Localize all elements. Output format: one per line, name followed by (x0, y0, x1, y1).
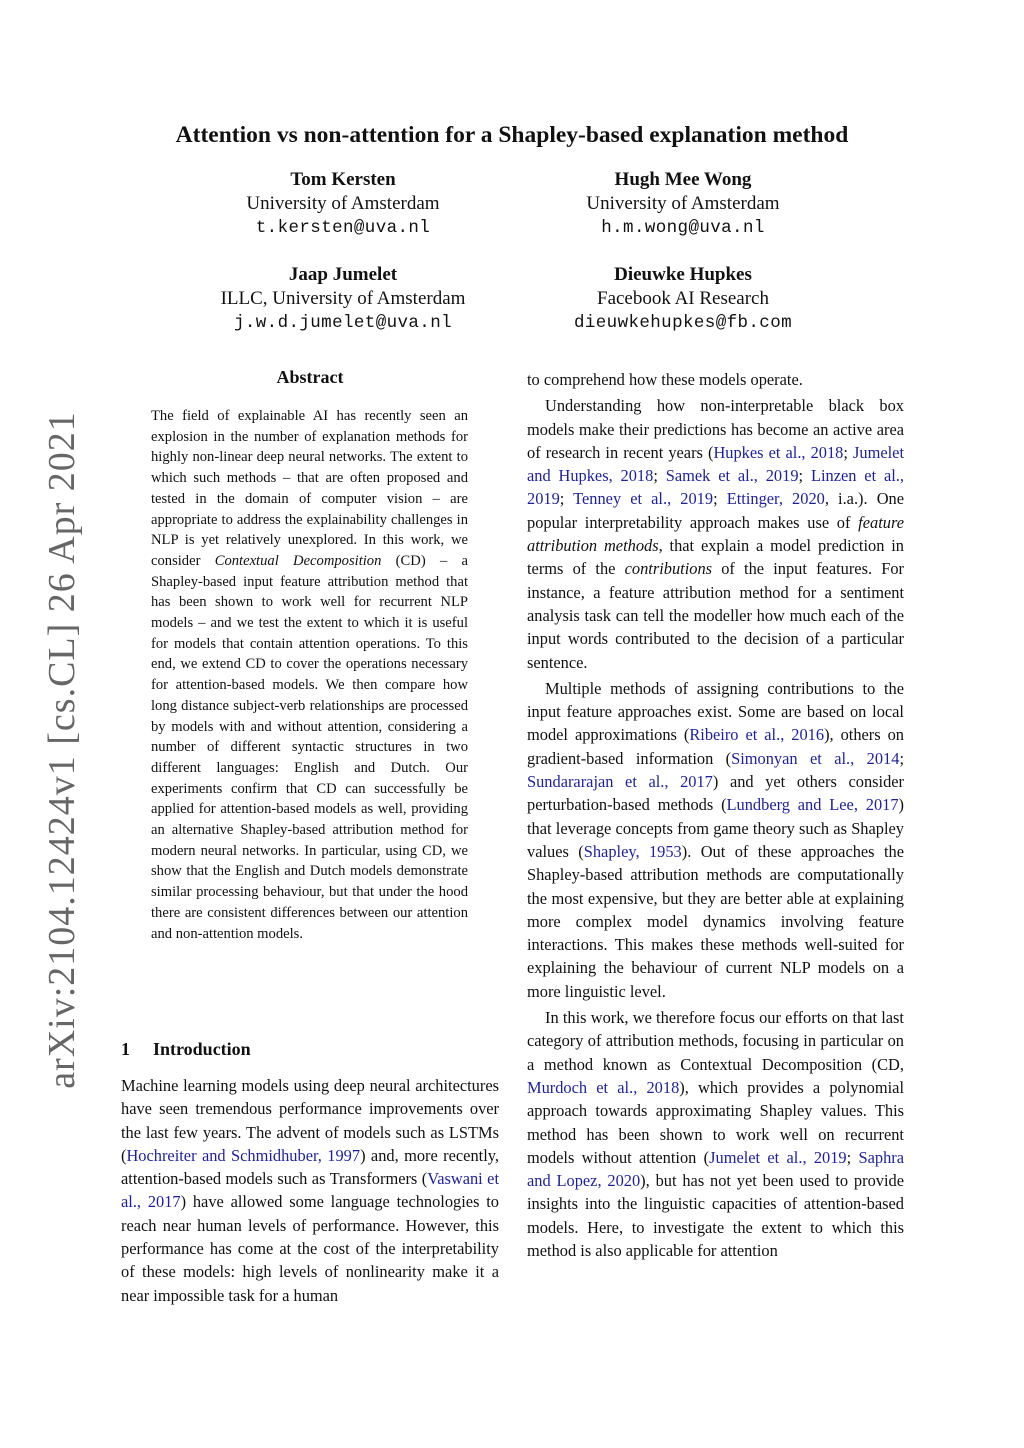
author-name: Tom Kersten (290, 169, 396, 190)
author-affiliation: ILLC, University of Amsterdam (220, 288, 466, 309)
citation-link[interactable]: Vaswani et al., 2017 (121, 1169, 499, 1212)
intro-paragraph (121, 1074, 499, 1307)
citation-link[interactable]: Samek et al., 2019 (665, 466, 799, 486)
author-block (503, 168, 863, 240)
citation-link[interactable]: Linzen et al., 2019 (527, 466, 904, 509)
abstract-body (151, 406, 468, 944)
body-text: , that explain a model prediction in terms of the (527, 536, 904, 579)
abstract-heading: Abstract (276, 367, 344, 387)
author-email[interactable]: j.w.d.jumelet@uva.nl (233, 313, 453, 333)
body-text: Multiple methods of assigning contributions to the input feature approaches exist. Some are based on local model approximations ( (527, 678, 904, 745)
body-text: In this work, we therefore focus our efforts on that last category of attribution methods, focusing in particular on a method known as Contextual Decomposition (CD, (527, 1008, 904, 1074)
citation-link[interactable]: Simonyan et al., 2014 (731, 748, 900, 768)
author-name: Hugh Mee Wong (614, 169, 752, 190)
author-affiliation: University of Amsterdam (246, 193, 440, 214)
paper-title: Attention vs non-attention for a Shapley-based explanation method (175, 122, 849, 148)
citation-link[interactable]: Sundararajan et al., 2017 (527, 772, 713, 792)
citation-link[interactable]: Ettinger, 2020 (726, 489, 825, 509)
body-text: ) and yet others consider perturbation-based methods ( (527, 772, 904, 815)
author-block (163, 263, 523, 335)
author-name: Dieuwke Hupkes (614, 264, 752, 285)
body-text: ), others on gradient-based information ( (527, 725, 905, 768)
separator: ; (653, 466, 666, 486)
citation-link[interactable]: Hupkes et al., 2018 (713, 442, 844, 462)
citation-link[interactable]: Lundberg and Lee, 2017 (726, 795, 899, 815)
separator: ; (899, 748, 904, 768)
body-text: ) have allowed some language technologies to reach near human levels of performance. However, this performance has come at the cost of the interpretability of these models: high levels of nonlinearity make it a near impossible task for a human (121, 1192, 500, 1305)
citation-link[interactable]: Jumelet and Hupkes, 2018 (527, 442, 904, 486)
author-email[interactable]: h.m.wong@uva.nl (601, 218, 765, 238)
paragraph (527, 1006, 904, 1262)
author-email[interactable]: t.kersten@uva.nl (255, 218, 431, 238)
citation-link[interactable]: Tenney et al., 2019 (573, 489, 714, 509)
section-number: 1 (121, 1039, 130, 1059)
body-text: Machine learning models using deep neural architectures have seen tremendous performance improvements over the last few years. The advent of models such as LSTMs ( (121, 1076, 499, 1165)
author-affiliation: University of Amsterdam (586, 193, 780, 214)
body-text: ). Out of these approaches the Shapley-based attribution methods are computationally the most expensive, but they are better able at explaining more complex model dynamics involving feature interactions. This makes these methods well-suited for explaining the behaviour of current NLP models on a more linguistic level. (527, 841, 904, 1001)
body-text: Understanding how non-interpretable black box models make their predictions has become an active area of research in recent years ( (527, 396, 904, 462)
section-title: Introduction (153, 1039, 251, 1059)
author-affiliation: Facebook AI Research (597, 288, 769, 309)
citation-link[interactable]: Shapley, 1953 (583, 841, 682, 861)
citation-link[interactable]: Hochreiter and Schmidhuber, 1997 (126, 1145, 361, 1165)
section-heading (121, 1039, 251, 1060)
author-name: Jaap Jumelet (288, 264, 398, 285)
body-text: ), but has not yet been used to provide insights into the linguistic capacities of attention-based models. Here, to investigate the extent to which this method is also applicable for attention (527, 1171, 904, 1260)
abstract-text: (CD) – a Shapley-based input feature attribution method that has been shown to work well for recurrent NLP models – and we test the extent to which it is useful for models that contain attention operations. To this end, we extend CD to cover the operations necessary for attention-based models. We then compare how long distance subject-verb relationships are processed by models with and without attention, considering a number of different syntactic structures in two different languages: English and Dutch. Our experiments confirm that CD can successfully be applied for attention-based models as well, providing an alternative Shapley-based attribution method for modern neural networks. In particular, using CD, we show that the English and Dutch models demonstrate similar processing behaviour, but that under the hood there are consistent differences between our attention and non-attention models. (151, 552, 468, 942)
emphasis-text: feature attribution methods (527, 512, 904, 556)
emphasis-text: contributions (624, 559, 713, 579)
paragraph-continuation: to comprehend how these models operate. (527, 370, 803, 389)
body-text: ) and, more recently, attention-based models such as Transformers ( (121, 1145, 499, 1189)
citation-link[interactable]: Jumelet et al., 2019 (709, 1147, 847, 1167)
separator: ; (843, 442, 854, 462)
separator: ; (798, 466, 811, 486)
body-text: , i.a.). One popular interpretability approach makes use of (527, 489, 905, 532)
paragraph (527, 677, 904, 1003)
citation-link[interactable]: Ribeiro et al., 2016 (689, 725, 825, 745)
right-column (527, 368, 904, 1262)
arxiv-identifier: arXiv:2104.12424v1 [cs.CL] 26 Apr 2021 (41, 411, 83, 1089)
citation-link[interactable]: Saphra and Lopez, 2020 (527, 1147, 904, 1191)
body-text: ), which provides a polynomial approach towards approximating Shapley values. This method has been shown to work well on recurrent models without attention ( (527, 1077, 905, 1167)
paragraph (527, 394, 904, 674)
separator: ; (713, 489, 727, 509)
abstract-text: The field of explainable AI has recently seen an explosion in the number of explanation methods for highly non-linear deep neural networks. The extent to which such methods – that are often proposed and tested in the domain of computer vision – are appropriate to address the explainability challenges in NLP is yet relatively unexplored. In this work, we consider (151, 408, 468, 569)
body-text: of the input features. For instance, a feature attribution method for a sentiment analysis task can tell the modeller how much each of the input words contributed to the decision of a particular sentence. (527, 559, 904, 672)
citation-link[interactable]: Murdoch et al., 2018 (527, 1077, 680, 1097)
author-block (503, 263, 863, 335)
body-text: ) that leverage concepts from game theory such as Shapley values ( (527, 795, 904, 861)
author-block (163, 168, 523, 240)
author-email[interactable]: dieuwkehupkes@fb.com (573, 313, 793, 333)
abstract-emphasis: Contextual Decomposition (214, 552, 382, 569)
separator: ; (559, 489, 574, 509)
separator: ; (846, 1147, 859, 1167)
